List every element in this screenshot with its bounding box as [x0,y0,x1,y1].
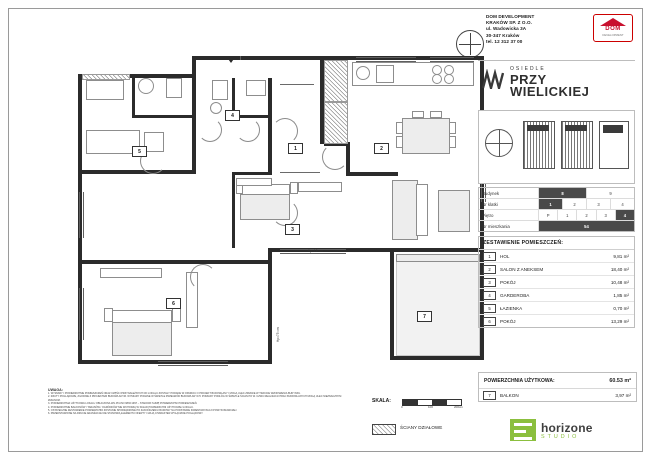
keyplan-compass-icon [485,129,513,157]
wardrobe [100,268,162,278]
developer-line-2: KRAKÓW SP. Z O.O. [486,20,533,26]
schedule-row-name: SALON Z ANEKSEM [500,266,544,272]
kitchen-counter [352,62,474,86]
developer-line-4: 30-347 Kraków [486,32,520,38]
schedule-row [479,263,634,276]
logo-word: DOM [605,26,621,32]
meta-label-staircase: Nr klatki [482,201,498,207]
logo-sub: DEVELOPMENT [602,33,624,37]
meta-cell[interactable]: 2 [576,210,595,220]
pillows [112,310,172,323]
developer-line-3: ul. Wadowicka 3A [486,26,527,32]
meta-cell[interactable]: 4 [615,210,634,220]
balcony-area [396,254,480,356]
meta-row-unit [479,221,634,231]
house-roof-icon [600,18,626,26]
keyplan-highlight [603,125,623,133]
schedule-row [479,289,634,302]
meta-cell[interactable]: 3 [586,199,610,209]
nightstand [290,182,298,194]
burner-icon [432,74,442,84]
usable-area-label: POWIERZCHNIA UŻYTKOWA: [484,377,555,384]
room-tag-3: 3 [285,224,300,235]
schedule-row-no: 4 [483,291,496,300]
nightstand [104,308,113,322]
sink-icon [138,78,154,94]
meta-row-floor [479,210,634,221]
dimension-label-1: Hp=15 cm [308,249,323,253]
balcony-threshold [396,254,480,262]
developer-line-5: tel. 12 312 37 00 [486,38,523,44]
schedule-row-area: 0,70 m² [613,305,629,311]
partition-hatch [324,60,348,102]
notes-paragraph: 4. POWIERZCHNIE BALKONÓW / TARASÓW / OGRÓDKÓW NIE WCHODZĄ W SKŁAD POWIERZCHNI UŻYTKOWEJ LOKALU. [48,405,194,409]
schedule-row-area: 18,40 m² [610,266,629,272]
schedule-row-name: POKÓJ [500,318,516,324]
keyplan-mark-2 [565,125,587,131]
meta-row-building [479,188,634,199]
balcony-row-label: BALKON [500,392,519,398]
closet [236,178,272,186]
unit-meta-table [478,187,635,232]
dining-table [402,118,450,154]
estate-logo-block [478,60,635,106]
info-column [478,14,635,328]
room-schedule-title: ZESTAWIENIE POMIESZCZEŃ: [479,237,634,250]
meta-label-unit: Nr mieszkania [482,223,510,229]
room-tag-2: 2 [374,143,389,154]
dom-development-logo [593,14,633,42]
chair [396,136,403,148]
scale-tick: 200cm [454,405,464,409]
schedule-row [479,302,634,315]
scale-label: SKALA: [372,398,391,404]
meta-cell[interactable]: 3 [596,210,615,220]
legend-text: ŚCIANY DZIAŁOWE [400,425,443,430]
estate-small-line: OSIEDLE [510,66,546,72]
schedule-row [479,250,634,263]
meta-cell[interactable]: P [538,210,557,220]
scale-tick: 0 [401,405,403,409]
meta-label-floor: Piętro [482,212,494,218]
room-tag-4: 4 [225,110,240,121]
notes-paragraph: 2. RZUTY POGLĄDOWE, ZGODNIE Z PROJEKTEM BUDOWLANYM. WYMIARY PODANE W ŚWIETLE PRZEGRÓD BUDOWLANYCH. POMIARY PODŁÓG W ŚWIETLE ŚCIAN PO W. CZWU REALIZACJI PRAC BUDOWLANYCH MOGĄ ULEC NIEZNACZNYM ZMIANOM. [48,395,342,402]
schedule-row [479,276,634,289]
meta-cell[interactable]: 2 [562,199,586,209]
legend-swatch-partition [372,424,396,435]
coffee-table [438,190,470,232]
toilet-icon [166,78,182,98]
apartment-plan [40,22,470,372]
meta-cell[interactable]: 4 [610,199,634,209]
schedule-row-no: 2 [483,265,496,274]
key-plan [478,110,635,184]
room-tag-5: 5 [132,146,147,157]
chair [449,136,456,148]
developer-block [478,14,635,58]
studio-sub: STUDIO [541,434,580,440]
usable-area-value: 60.53 m² [609,377,631,384]
balcony-row-no: 7 [483,391,496,400]
burner-icon [444,74,454,84]
scale-tick: 100 [428,405,434,409]
notes-block [48,388,353,416]
developer-line-1: DOM DEVELOPMENT [486,14,535,19]
estate-line-1: PRZY [510,72,547,87]
toilet-icon [212,80,228,100]
chair [449,122,456,134]
estate-line-2: WIELICKIEJ [510,84,590,99]
nightstand [172,308,181,322]
estate-mark-icon [482,69,504,89]
meta-row-staircase [479,199,634,210]
room-tag-6: 6 [166,298,181,309]
sofa-cushions [416,184,428,236]
schedule-row-name: POKÓJ [500,279,516,285]
storage-shelf [246,80,266,96]
meta-label-building: Budynek [482,190,500,196]
schedule-row-area: 1,85 m² [613,292,629,298]
schedule-row-name: ŁAZIENKA [500,305,523,311]
notes-paragraph: 5. OSTATECZNE ZESTAWIENIE POWIERZCHNI ZOSTANIE SPORZĄDZONE PO ZAKOŃCZENIU BUDOWY NA PODSTAWIE INWENTARYZACJI POWYKONAWCZEJ. [48,409,238,413]
meta-cell[interactable]: 8 [538,188,586,198]
notes-paragraph: 1. WYMIARY I POWIERZCHNIE POMIESZCZEŃ ORAZ CZĘŚCI PRZYNALEŻNYCH DO LOKALU ZOSTAŁY PODANE W OPARCIU O PROJEKT BUDOWLANY I MOGĄ ULEC ZMIANIE W TRAKCIE WZNOSZENIA BUDYNKU. [48,392,301,395]
chair [430,111,442,118]
schedule-row-area: 13,29 m² [610,318,629,324]
schedule-row-no: 5 [483,304,496,313]
chair [396,122,403,134]
meta-cell[interactable]: 1 [557,210,576,220]
meta-cell[interactable]: 1 [538,199,562,209]
keyplan-mark [527,125,549,131]
schedule-row [479,315,634,327]
room-schedule [478,236,635,328]
schedule-row-area: 9,81 m² [613,253,629,259]
meta-cell[interactable]: 9 [586,188,634,198]
room-tag-1: 1 [288,143,303,154]
meta-cell-unit-number[interactable]: 54 [538,221,634,231]
schedule-row-no: 6 [483,317,496,326]
kitchen-sink-icon [356,66,370,80]
dimension-label-2: Hp=75 cm [276,327,280,342]
usable-area-box [478,372,637,402]
balcony-row-area: 3,97 m² [615,392,631,398]
schedule-row-name: HOL [500,253,510,259]
room-tag-7: 7 [417,311,432,322]
notes-paragraph: 3. POWIERZCHNIA UŻYTKOWA LOKALU OBLICZONA WG PN-ISO 9836:1997 – STANOWI SUMĘ POWIERZCHNI POMIESZCZEŃ. [48,402,198,406]
horizone-studio-logo [510,418,635,446]
schedule-row-no: 3 [483,278,496,287]
notes-title: UWAGA: [48,388,63,392]
partition-hatch [324,102,348,144]
cooktop-icon [376,65,394,83]
studio-name: horizone [541,421,593,435]
schedule-row-name: GARDEROBA [500,292,530,298]
schedule-row-area: 10,48 m² [610,279,629,285]
horizone-mark-icon [510,419,536,441]
sink-icon [210,102,222,114]
sofa [392,180,418,240]
bathtub [86,80,124,100]
schedule-row-no: 1 [483,252,496,261]
chair [412,111,424,118]
wardrobe [298,182,342,192]
notes-paragraph: 6. PRZEDSTAWIONE NA RZUCIE ARANŻACJE NIE STANOWIĄ ELEMENTU OFERTY I MAJĄ CHARAKTER WYŁĄCZNIE POGLĄDOWY. [48,412,204,416]
